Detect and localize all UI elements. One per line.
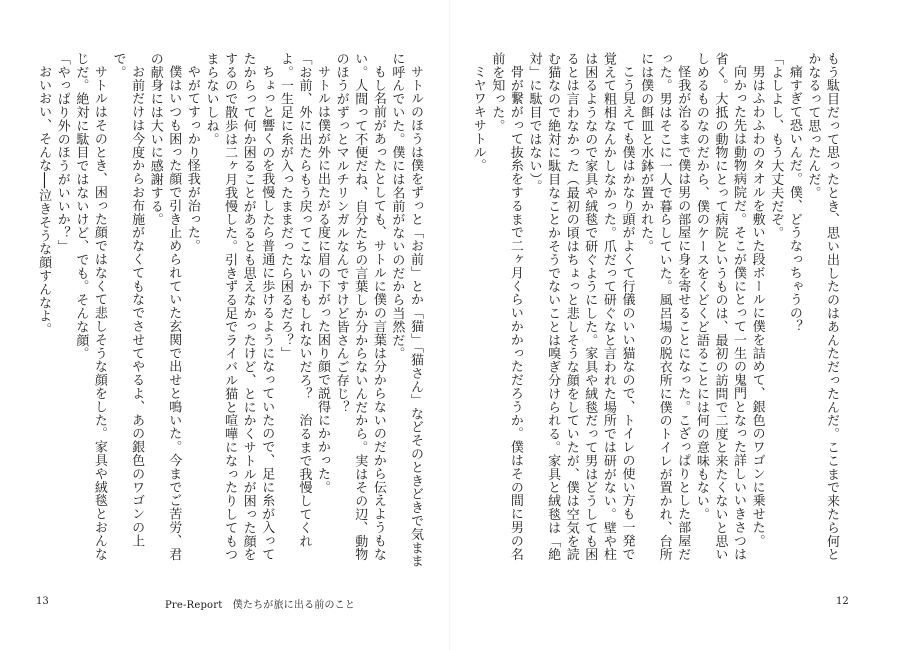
- paragraph: サトルのほうは僕をずっと「お前」とか「猫」「猫さん」などそのときどきで気ままに呼んでいた。僕には名前がないのだから当然だ。: [389, 52, 423, 568]
- paragraph: サトルは僕が外に出たがる度に眉の下がった困り顔で説得にかかった。: [315, 65, 331, 494]
- paragraph: 怪我が治るまで僕は男の部屋に身を寄せることになった。こざっぱりとした部屋だった。男はそこに一人で暮らしていた。風呂場の脱衣所に僕のトイレが置かれ、台所には僕の餌皿と水鉢が置かれた。: [638, 52, 691, 562]
- paragraph: こう見えても僕はかなり頭がよくて行儀のいい猫なので、トイレの使い方も一発で覚えて粗相なんかしなかった。爪だって研ぐなと言われた場所では研がない。壁や柱は困るようなので家具や絨毯で研ぐようにした。家具や絨毯だって男はどうしても困るとは言わなかった（最初の頃はちょっと悲しそうな顔をしていたが、僕は空気を読む猫なので絶対に駄目なことかそうでないことは嗅ぎ分けられる。家具と絨毯は「絶対」に駄目ではない）。: [526, 52, 635, 562]
- paragraph: 男はふわふわのタオルを敷いた段ボールに僕を詰めて、銀色のワゴンに乗せた。: [749, 65, 765, 548]
- paragraph: ミヤワキサトル。: [470, 65, 486, 173]
- paragraph: 「よしよし、もう大丈夫だぞ。: [768, 52, 784, 240]
- left-page-body: [24, 52, 424, 572]
- paragraph: やがてすっかり怪我が治った。: [184, 65, 200, 253]
- paragraph: お前だけは今度からお布施がなくてもなでさせてやるよ、あの銀色のワゴンの上で。: [110, 52, 145, 548]
- paragraph: もし名前があったとしても、サトルに僕の言葉は分からないのだから伝えようもない。人間って不便だね、自分たちの言葉しか分からないんだから。実はその辺、動物のほうがずっとマルチリンガルなんですけど皆さんご存じ？: [333, 52, 386, 562]
- paragraph: 痛すぎて恐いんだ。僕、どうなっちゃうの？: [786, 65, 802, 333]
- paragraph: 向かった先は動物病院だ。そこが僕にとって一生の鬼門となった詳しいいきさつは省く。大抵の動物にとって病院というものは、最初の訪問で二度と来たくないと思いしめるものなのだから、僕のケースをくどくど語ることには何の意味もない。: [693, 52, 747, 562]
- paragraph: もう駄目だって思ったとき、思い出したのはあんただったんだ。ここまで来たら何とかなるって思ったんだ。: [805, 52, 839, 562]
- paragraph: 骨が繋がって抜糸をするまで二ヶ月くらいかかっただろうか。僕はその間に男の名前を知った。: [489, 52, 523, 561]
- paragraph: おいおい、そんな──泣きそうな顔すんなよ。: [36, 65, 52, 337]
- paragraph: 「やっぱり外のほうがいいか？」: [54, 52, 70, 253]
- running-head: Pre-Report 僕たちが旅に出る前のこと: [165, 600, 356, 611]
- paragraph: ちょっと響くのを我慢したら普通に歩けるようになっていたので、足に糸が入ってたからって何か困ることがあるとも思えなかったけど、とにかくサトルが困った顔をするので散歩は二ヶ月我慢した。引きずる足でライバル猫と喧嘩になったりしてもつまらないしね。: [203, 52, 275, 562]
- paragraph: 「お前、外に出たらもう戻ってこないかもしれないだろ？ 治るまで我慢してくれよ。一生足に糸が入ったままだったら困るだろ？」: [277, 52, 312, 548]
- paragraph: サトルはそのとき、困った顔ではなくて悲しそうな顔をした。家具や絨毯とおんなじだ。絶対に駄目ではないけど、でも。そんな顔。: [73, 52, 107, 561]
- paragraph: 僕はいつも困った顔で引き止められていた玄関で出せと鳴いた。今までご苦労、君の献身には大いに感謝する。: [147, 52, 182, 561]
- page-number-left: 13: [36, 596, 49, 607]
- page-number-right: 12: [836, 596, 849, 607]
- right-page: [450, 0, 900, 650]
- right-page-body: [470, 52, 840, 572]
